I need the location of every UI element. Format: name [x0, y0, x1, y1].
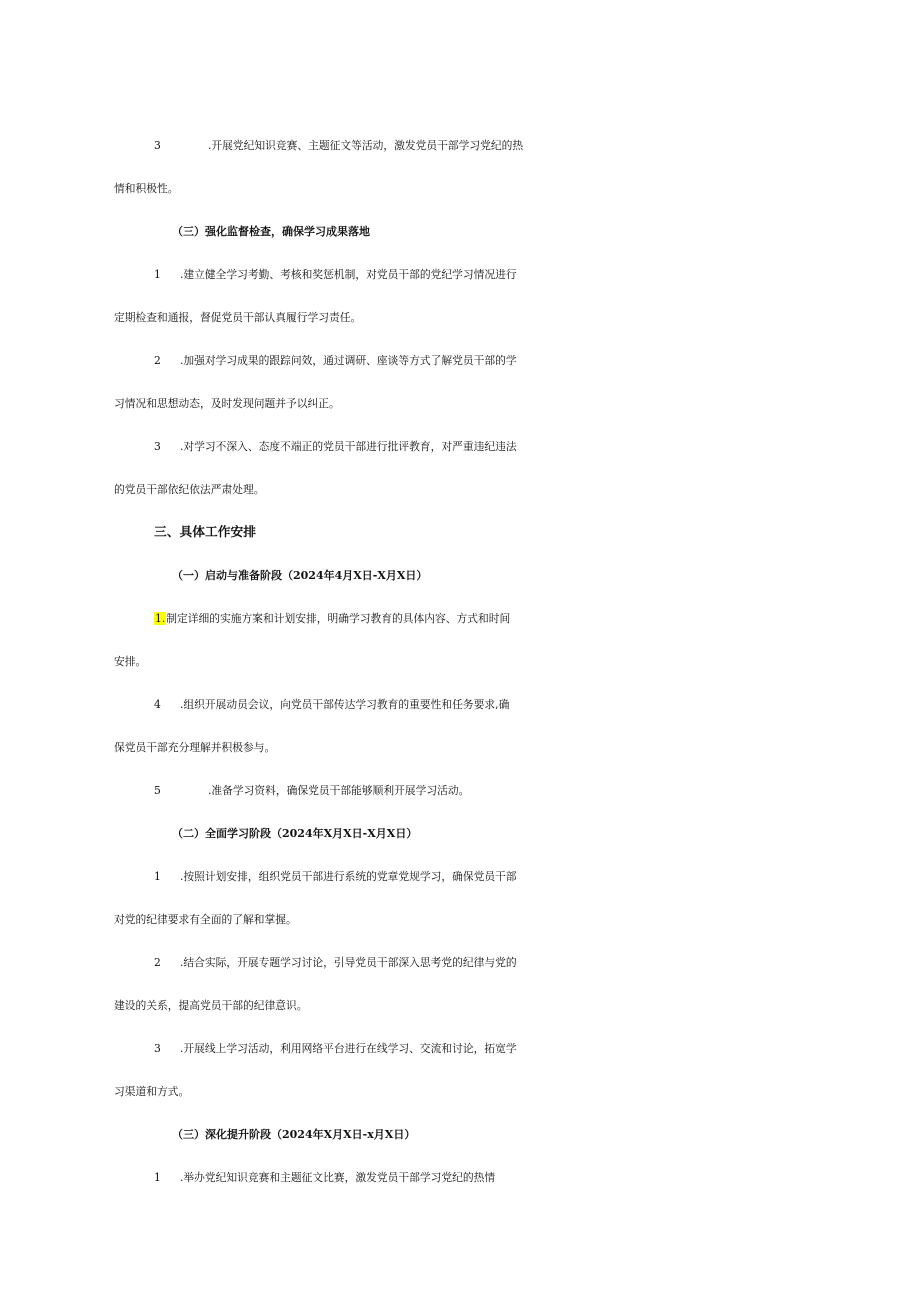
paragraph-continuation: 习情况和思想动态，及时发现问题并予以纠正。: [114, 397, 340, 410]
paragraph-continuation: 定期检查和通报，督促党员干部认真履行学习责任。: [114, 311, 362, 324]
item-number: 3: [154, 1042, 161, 1055]
item-text: .举办党纪知识竞赛和主题征文比赛，激发党员干部学习党纪的热情: [180, 1171, 496, 1184]
paragraph-item-line: [154, 348, 920, 374]
paragraph-item-line: [154, 606, 920, 632]
paragraph-item-line: [154, 1036, 920, 1062]
subsection-heading: （三）强化监督检查，确保学习成果落地: [172, 225, 370, 238]
item-text: .准备学习资料，确保党员干部能够顺利开展学习活动。: [208, 784, 470, 797]
item-number: 1: [154, 268, 161, 281]
paragraph-continuation: 习渠道和方式。: [114, 1085, 190, 1098]
paragraph-item-line: [154, 434, 920, 460]
section-heading: 三、具体工作安排: [154, 525, 256, 540]
item-text: .对学习不深入、态度不端正的党员干部进行批评教育，对严重违纪违法: [180, 440, 517, 453]
paragraph-item-line: [154, 133, 920, 159]
paragraph-continuation: 建设的关系，提高党员干部的纪律意识。: [114, 999, 308, 1012]
item-text: .按照计划安排，组织党员干部进行系统的党章党规学习，确保党员干部: [180, 870, 517, 883]
item-text: .开展线上学习活动，利用网络平台进行在线学习、交流和讨论，拓宽学: [180, 1042, 517, 1055]
paragraph-item-line: [154, 950, 920, 976]
paragraph-continuation: 保党员干部充分理解并积极参与。: [114, 741, 276, 754]
item-number: 5: [154, 784, 161, 797]
paragraph-item-line: [154, 864, 920, 890]
paragraph-continuation: 情和积极性。: [114, 182, 179, 195]
paragraph-item-line: [154, 262, 920, 288]
item-number: 3: [154, 139, 161, 152]
subsection-heading: （二）全面学习阶段（2024年X月X日-X月X日）: [172, 827, 418, 840]
subsection-heading: （三）深化提升阶段（2024年X月X日-x月X日）: [172, 1128, 416, 1141]
paragraph-continuation: 对党的纪律要求有全面的了解和掌握。: [114, 913, 297, 926]
paragraph-continuation: 安排。: [114, 655, 147, 668]
item-number: 3: [154, 440, 161, 453]
item-text: .组织开展动员会议，向党员干部传达学习教育的重要性和任务要求,确: [180, 698, 510, 711]
paragraph-item-line: [154, 1165, 920, 1191]
item-number: 2: [154, 354, 161, 367]
item-number: 1: [154, 870, 161, 883]
item-text: .建立健全学习考勤、考核和奖惩机制，对党员干部的党纪学习情况进行: [180, 268, 517, 281]
item-number: 4: [154, 698, 161, 711]
highlighted-item-number: 1.: [155, 612, 166, 625]
paragraph-continuation: 的党员干部依纪依法严肃处理。: [114, 483, 265, 496]
item-text: .结合实际，开展专题学习讨论，引导党员干部深入思考党的纪律与党的: [180, 956, 517, 969]
item-text: .开展党纪知识竞赛、主题征文等活动，激发党员干部学习党纪的热: [208, 139, 524, 152]
item-number: 2: [154, 956, 161, 969]
paragraph-item-line: [154, 778, 920, 804]
subsection-heading: （一）启动与准备阶段（2024年4月X日-X月X日）: [172, 569, 428, 582]
item-text: 制定详细的实施方案和计划安排，明确学习教育的具体内容、方式和时间: [166, 612, 511, 625]
paragraph-item-line: [154, 692, 920, 718]
item-text: .加强对学习成果的跟踪问效，通过调研、座谈等方式了解党员干部的学: [180, 354, 517, 367]
item-number: 1: [154, 1171, 161, 1184]
